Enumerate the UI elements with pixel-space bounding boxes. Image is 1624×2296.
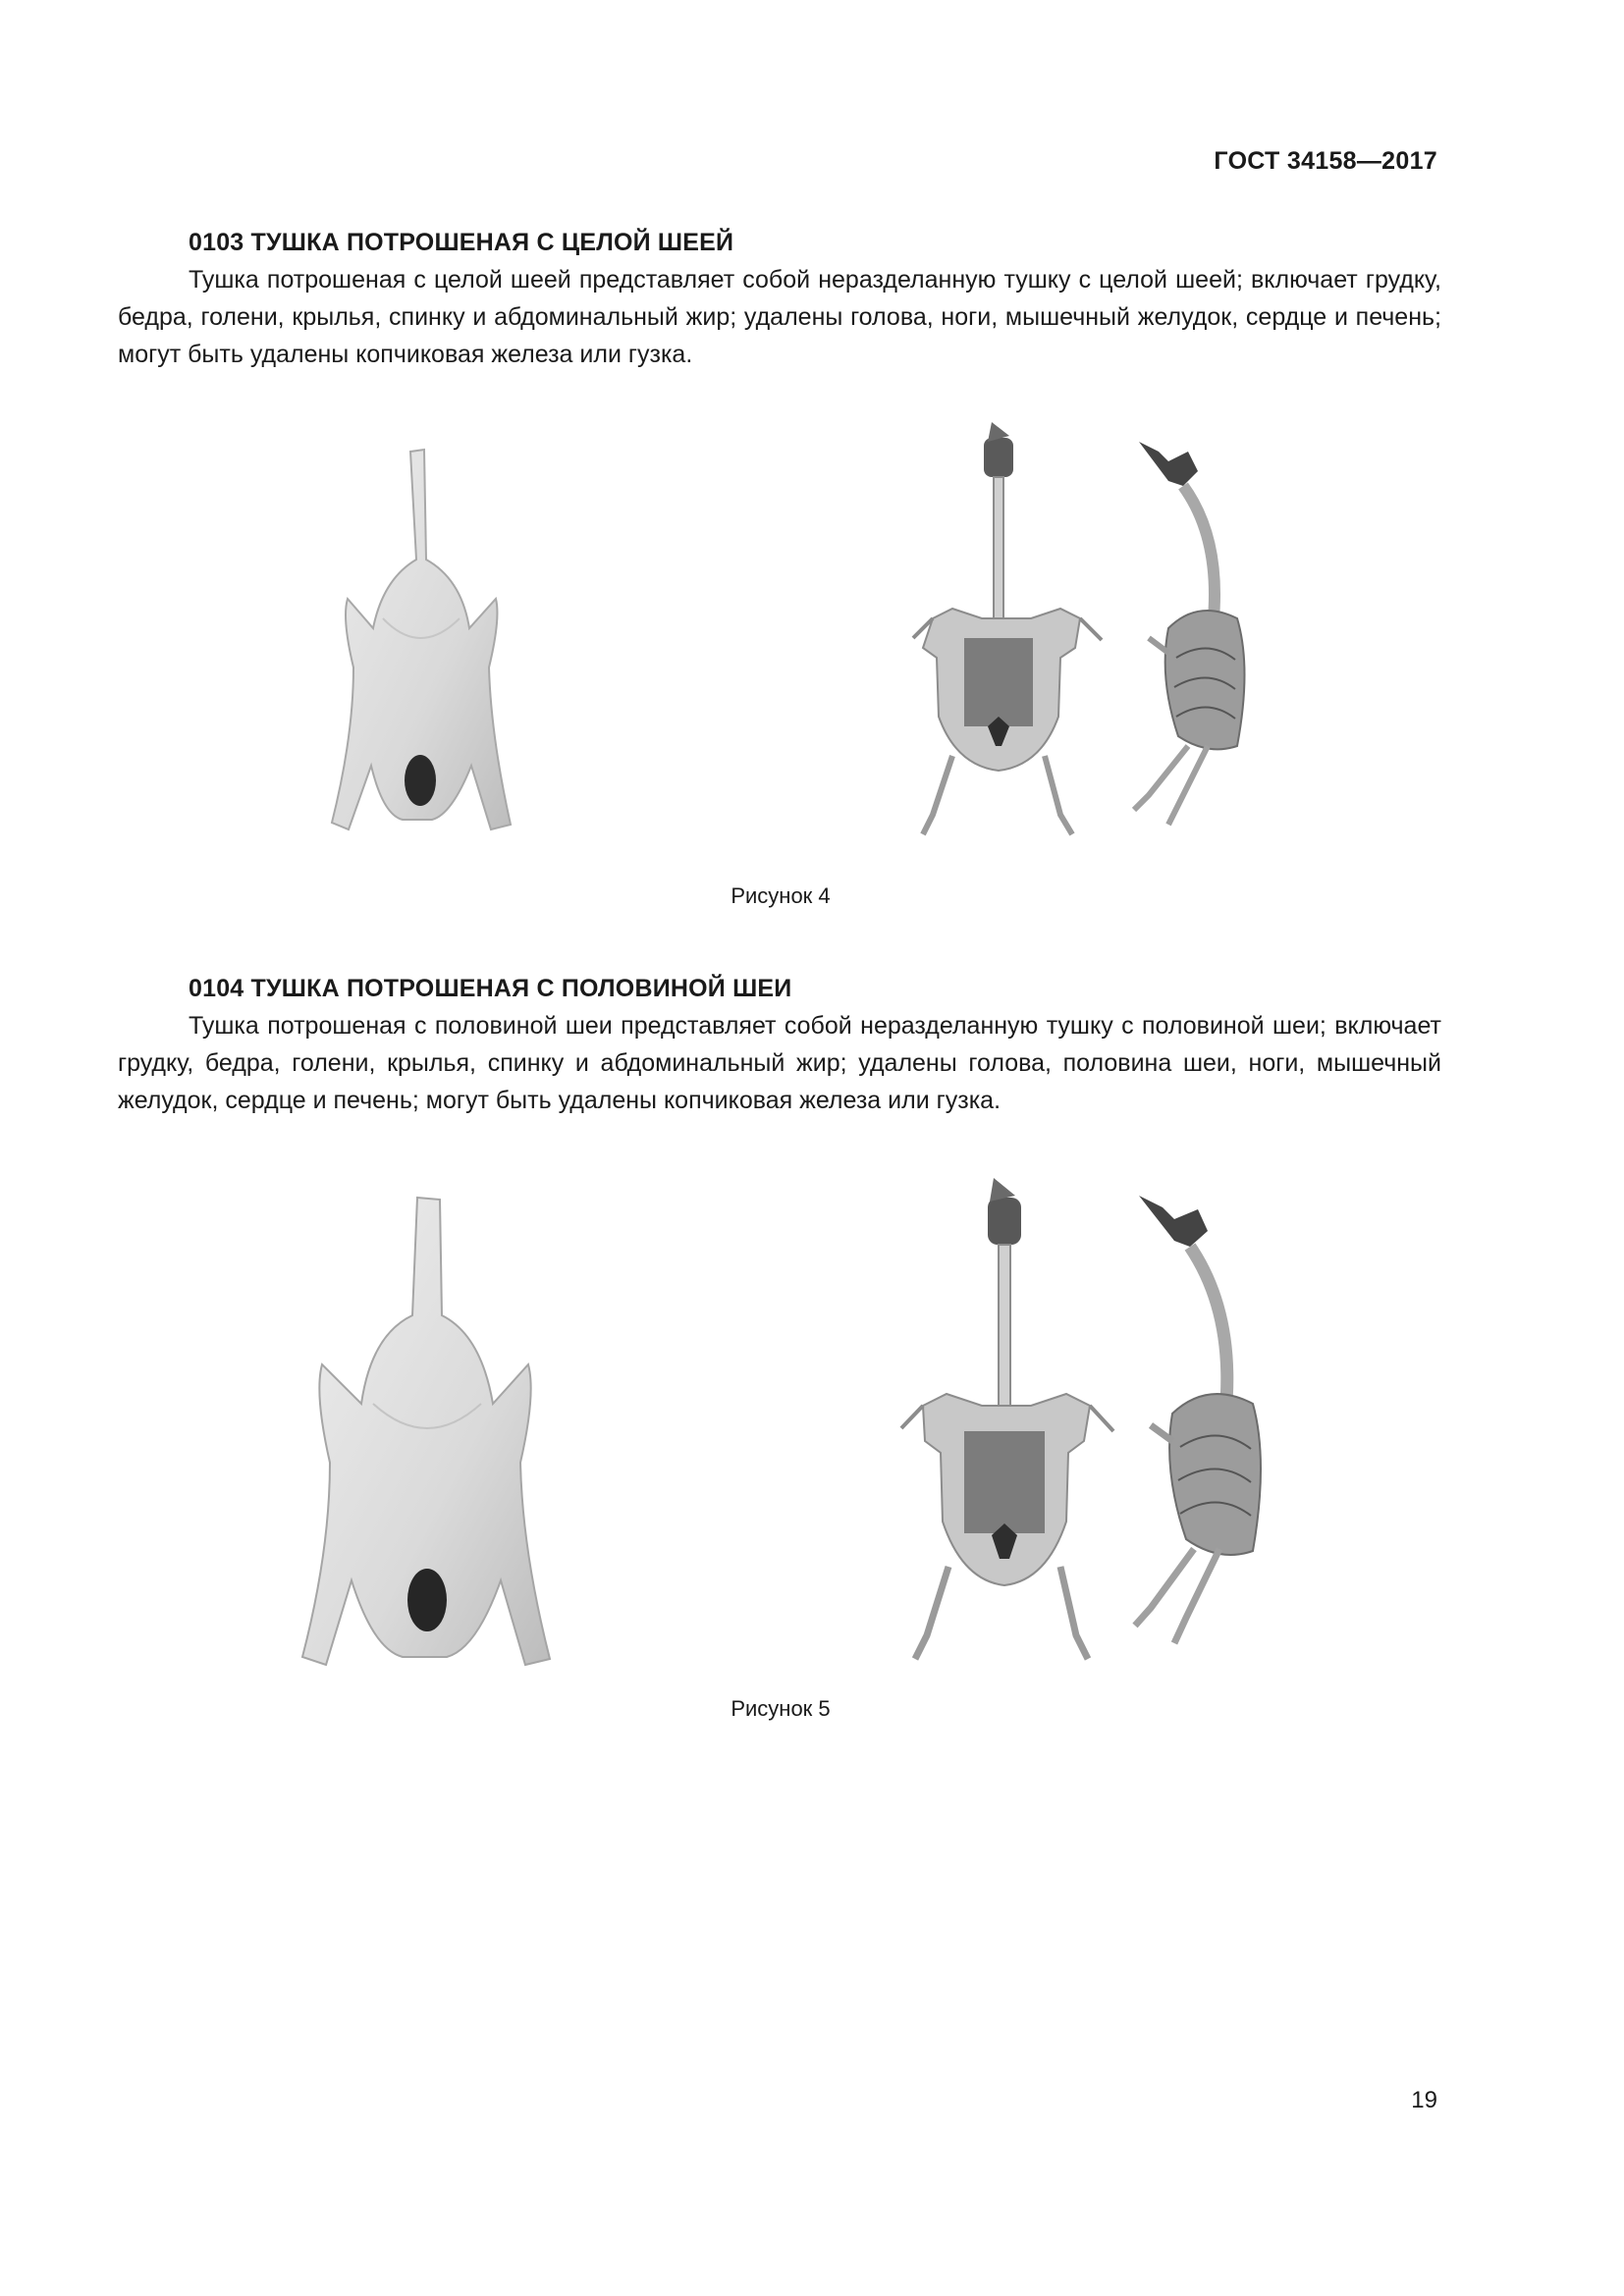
skeleton-front-diagram — [884, 1178, 1129, 1669]
skeleton-front-diagram — [893, 422, 1119, 844]
skeleton-side-diagram — [1129, 1186, 1306, 1667]
carcass-half-neck-image — [265, 1188, 589, 1679]
section-text: Тушка потрошеная с целой шеей представляет собой неразделанную тушку с целой шеей; включает грудку, бедра, голени, крылья, спинку и абдоминальный жир; удалены голова, ноги, мышечный желудок, сердце и печень; могут быть удалены копчиковая железа или гузка. — [118, 266, 1441, 368]
figure-5 — [0, 1178, 1624, 1721]
section-0104 — [118, 970, 1441, 1119]
section-heading: 0103 ТУШКА ПОТРОШЕНАЯ С ЦЕЛОЙ ШЕЕЙ — [189, 229, 734, 256]
section-0103 — [118, 224, 1441, 373]
section-text: Тушка потрошеная с половиной шеи представляет собой неразделанную тушку с половиной шеи; включает грудку, бедра, голени, крылья, спинку и абдоминальный жир; удалены голова, половина шеи, ноги, мышечный желудок, сердце и печень; могут быть удалены копчиковая железа или гузка. — [118, 1012, 1441, 1114]
carcass-whole-neck-image — [295, 442, 550, 854]
figure-4 — [0, 422, 1624, 908]
document-code: ГОСТ 34158—2017 — [1214, 147, 1437, 175]
section-heading: 0104 ТУШКА ПОТРОШЕНАЯ С ПОЛОВИНОЙ ШЕИ — [189, 975, 792, 1002]
figure-caption: Рисунок 5 — [731, 1696, 831, 1721]
figure-caption: Рисунок 4 — [731, 883, 831, 908]
page-number: 19 — [1411, 2087, 1437, 2113]
skeleton-side-diagram — [1129, 432, 1286, 844]
